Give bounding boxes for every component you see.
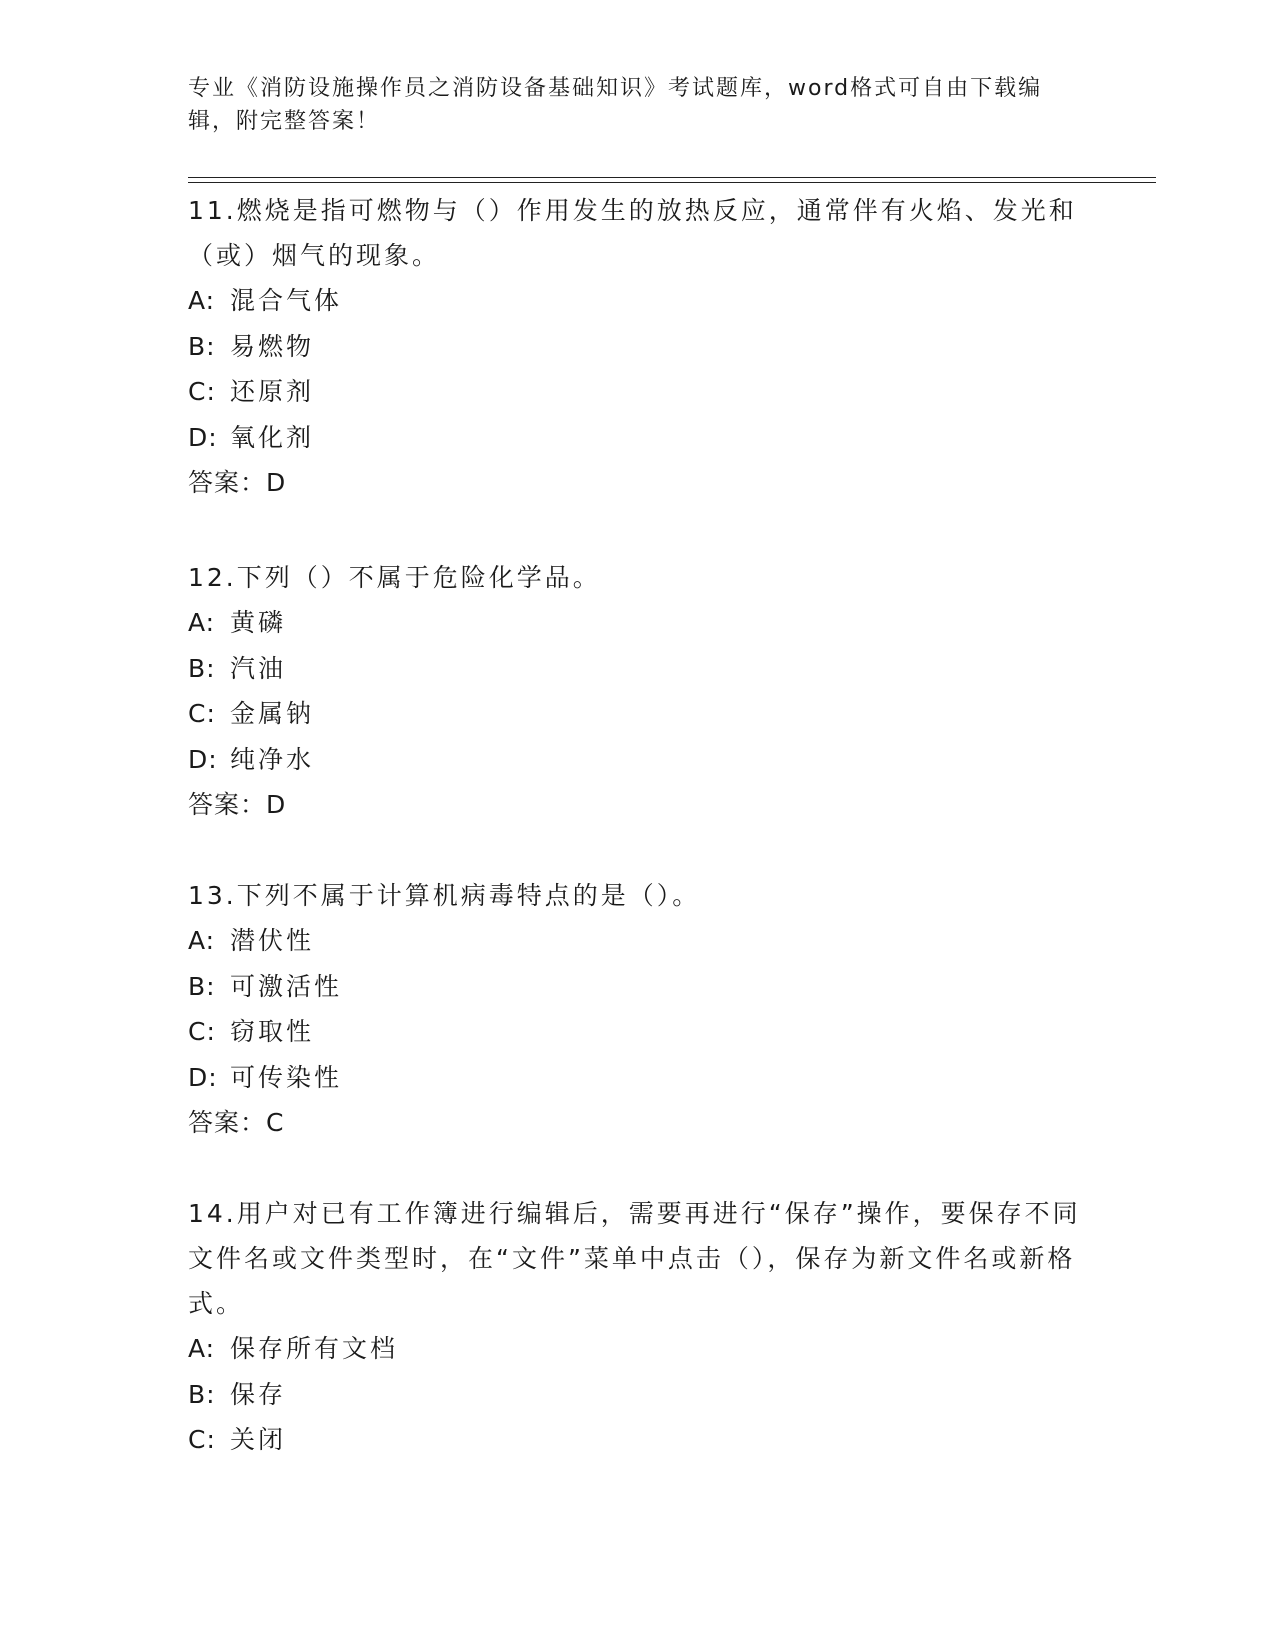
option-key: C: xyxy=(188,699,216,728)
option-key: A: xyxy=(188,1334,216,1363)
option-key: C: xyxy=(188,1017,216,1046)
question-14 xyxy=(188,1191,1088,1463)
option-c xyxy=(188,369,1088,415)
option-text: 黄磷 xyxy=(230,608,287,637)
option-key: A: xyxy=(188,286,216,315)
answer-line: 答案：D xyxy=(188,790,287,819)
option-text: 氧化剂 xyxy=(230,422,315,452)
option-text: 潜伏性 xyxy=(230,926,315,955)
question-12 xyxy=(188,555,1088,827)
option-key: D: xyxy=(188,1062,218,1092)
option-text: 窃取性 xyxy=(230,1017,315,1046)
option-d xyxy=(188,1055,1088,1101)
question-stem: 13.下列不属于计算机病毒特点的是（）。 xyxy=(188,881,701,910)
option-text: 易燃物 xyxy=(230,331,315,361)
option-text: 纯净水 xyxy=(230,744,315,774)
option-b xyxy=(188,646,1088,692)
option-text: 关闭 xyxy=(230,1425,287,1454)
option-a xyxy=(188,278,1088,324)
option-a xyxy=(188,918,1088,964)
option-key: B: xyxy=(188,331,216,361)
option-key: B: xyxy=(188,653,216,683)
answer-line: 答案：D xyxy=(188,468,287,497)
option-b xyxy=(188,964,1088,1010)
option-key: D: xyxy=(188,744,218,774)
option-c xyxy=(188,1009,1088,1055)
option-key: C: xyxy=(188,377,216,406)
option-key: B: xyxy=(188,1379,216,1409)
option-c xyxy=(188,691,1088,737)
option-a xyxy=(188,1326,1088,1372)
header-divider-bottom xyxy=(188,182,1156,183)
question-stem: 14.用户对已有工作簿进行编辑后，需要再进行“保存”操作，要保存不同文件名或文件类型时，在“文件”菜单中点击（），保存为新文件名或新格式。 xyxy=(188,1199,1081,1318)
option-d xyxy=(188,737,1088,783)
question-11 xyxy=(188,188,1088,505)
option-key: A: xyxy=(188,608,216,637)
question-13 xyxy=(188,873,1088,1145)
option-b xyxy=(188,1372,1088,1418)
option-text: 混合气体 xyxy=(230,286,343,315)
option-text: 保存所有文档 xyxy=(230,1334,399,1363)
option-text: 金属钠 xyxy=(230,699,315,728)
option-key: A: xyxy=(188,926,216,955)
option-text: 汽油 xyxy=(230,653,287,683)
option-text: 还原剂 xyxy=(230,377,315,406)
question-stem: 11.燃烧是指可燃物与（）作用发生的放热反应，通常伴有火焰、发光和（或）烟气的现象。 xyxy=(188,196,1077,270)
option-text: 可传染性 xyxy=(230,1062,343,1092)
question-stem: 12.下列（）不属于危险化学品。 xyxy=(188,563,601,592)
option-c xyxy=(188,1417,1088,1463)
option-b xyxy=(188,324,1088,370)
header-note: 专业《消防设施操作员之消防设备基础知识》考试题库，word格式可自由下载编辑，附完整答案！ xyxy=(188,76,1043,134)
header-divider-top xyxy=(188,177,1156,178)
option-d xyxy=(188,415,1088,461)
option-key: C: xyxy=(188,1425,216,1454)
option-key: B: xyxy=(188,971,216,1001)
option-text: 可激活性 xyxy=(230,971,343,1001)
option-key: D: xyxy=(188,422,218,452)
option-a xyxy=(188,600,1088,646)
answer-line: 答案：C xyxy=(188,1108,285,1137)
option-text: 保存 xyxy=(230,1379,287,1409)
